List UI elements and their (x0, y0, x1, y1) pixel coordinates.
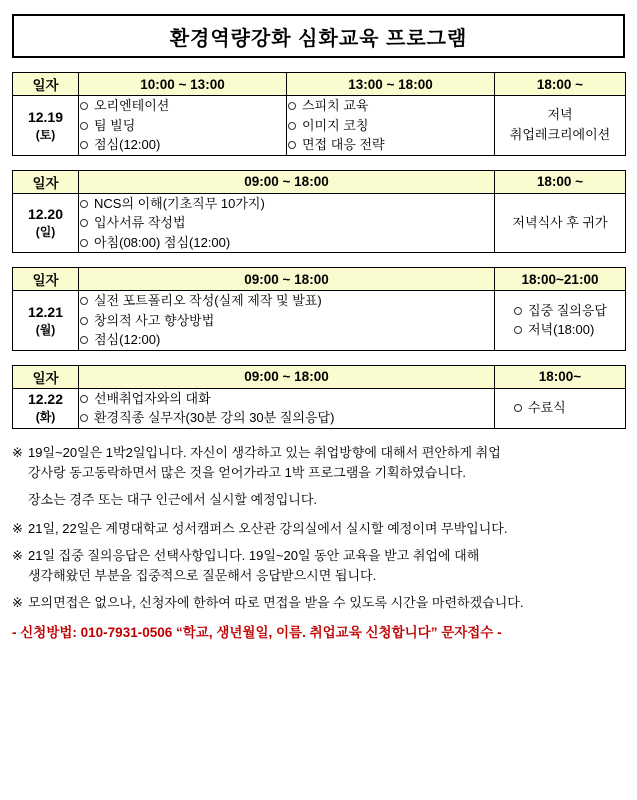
evening-line-1: 저녁 (547, 107, 573, 123)
table-header-row (13, 365, 626, 388)
list-item: 아침(08:00) 점심(12:00) (79, 233, 494, 253)
date-cell (13, 388, 79, 428)
list-item: 이미지 코칭 (287, 116, 494, 136)
list-item: 선배취업자와의 대화 (79, 389, 494, 409)
list-item: 창의적 사고 향상방법 (79, 311, 494, 331)
note-line: 21일 집중 질의응답은 선택사항입니다. 19일~20일 동안 교육을 받고 취업에 대해 (28, 548, 480, 564)
header-slot-3: 18:00 ~ (495, 73, 626, 96)
date-value: 12.22 (27, 391, 64, 408)
schedule-table-1219 (12, 72, 626, 156)
day-of-week: (화) (35, 410, 56, 425)
note-line: 생각해왔던 부분을 집중적으로 질문해서 응답받으시면 됩니다. (28, 568, 377, 584)
application-contact: - 신청방법: 010-7931-0506 “학교, 생년월일, 이름. 취업교육 신청합니다” 문자접수 - (12, 625, 502, 641)
header-date: 일자 (13, 170, 79, 193)
note-body (28, 519, 625, 539)
table-row (13, 96, 626, 156)
note-mark-icon: ※ (12, 595, 23, 611)
header-slot-1: 10:00 ~ 13:00 (79, 73, 287, 96)
list-item: 수료식 (513, 398, 625, 418)
list-item: 점심(12:00) (79, 135, 286, 155)
page-title-text: 환경역량강화 심화교육 프로그램 (169, 27, 468, 50)
session-list-day (79, 291, 495, 351)
schedule-table-1220 (12, 170, 626, 254)
note-body (28, 546, 625, 586)
note-body (28, 443, 625, 483)
table-header-row (13, 73, 626, 96)
header-slot-2: 18:00 ~ (495, 170, 626, 193)
list-item: 점심(12:00) (79, 330, 494, 350)
date-cell (13, 96, 79, 156)
page-title (12, 14, 625, 58)
list-item: 환경직종 실무자(30분 강의 30분 질의응답) (79, 408, 494, 428)
header-slot-1: 09:00 ~ 18:00 (79, 170, 495, 193)
evening-line-1: 저녁식사 후 귀가 (512, 214, 608, 230)
note-mark-icon: ※ (12, 548, 23, 564)
note-line: 21일, 22일은 계명대학교 성서캠퍼스 오산관 강의실에서 실시할 예정이며 무박입니다. (28, 520, 508, 536)
day-of-week: (월) (35, 322, 56, 337)
note-item (12, 546, 625, 586)
session-list-evening (495, 291, 626, 351)
note-line: 모의면접은 없으나, 신청자에 한하여 따로 면접을 받을 수 있도록 시간을 마련하겠습니다. (28, 595, 524, 611)
header-slot-1: 09:00 ~ 18:00 (79, 268, 495, 291)
list-item: 실전 포트폴리오 작성(실제 제작 및 발표) (79, 291, 494, 311)
session-evening (495, 193, 626, 253)
header-slot-2: 18:00~21:00 (495, 268, 626, 291)
header-date: 일자 (13, 73, 79, 96)
header-slot-2: 13:00 ~ 18:00 (287, 73, 495, 96)
header-slot-2: 18:00~ (495, 365, 626, 388)
list-item: 스피치 교육 (287, 96, 494, 116)
date-value: 12.20 (27, 206, 64, 223)
note-item (12, 519, 625, 539)
table-row (13, 193, 626, 253)
header-date: 일자 (13, 365, 79, 388)
schedule-table-1221 (12, 267, 626, 351)
list-item: 입사서류 작성법 (79, 213, 494, 233)
list-item: 집중 질의응답 (513, 301, 625, 321)
table-header-row (13, 170, 626, 193)
table-row (13, 388, 626, 428)
note-line: 강사랑 동고동락하면서 많은 것을 얻어가라고 1박 프로그램을 기획하였습니다. (28, 464, 466, 480)
day-of-week: (토) (35, 127, 56, 142)
table-row (13, 291, 626, 351)
list-item: NCS의 이해(기초직무 10가지) (79, 194, 494, 214)
header-date: 일자 (13, 268, 79, 291)
notes-section (12, 443, 625, 645)
note-mark-icon: ※ (12, 444, 23, 460)
note-sub-line: 장소는 경주 또는 대구 인근에서 실시할 예정입니다. (28, 491, 318, 507)
date-cell (13, 291, 79, 351)
session-list-day (79, 388, 495, 428)
schedule-table-1222 (12, 365, 626, 429)
session-list-evening (495, 388, 626, 428)
session-evening (495, 96, 626, 156)
list-item: 오리엔테이션 (79, 96, 286, 116)
date-value: 12.19 (27, 108, 64, 125)
session-list-afternoon (287, 96, 495, 156)
note-body (28, 593, 625, 613)
day-of-week: (일) (35, 225, 56, 240)
list-item: 팀 빌딩 (79, 116, 286, 136)
list-item: 저녁(18:00) (513, 320, 625, 340)
header-slot-1: 09:00 ~ 18:00 (79, 365, 495, 388)
session-list-morning (79, 96, 287, 156)
session-list-day (79, 193, 495, 253)
note-mark-icon: ※ (12, 520, 23, 536)
note-item (12, 443, 625, 483)
date-cell (13, 193, 79, 253)
note-line: 19일~20일은 1박2일입니다. 자신이 생각하고 있는 취업방향에 대해서 편안하게 취업 (28, 444, 501, 460)
table-header-row (13, 268, 626, 291)
list-item: 면접 대응 전략 (287, 135, 494, 155)
evening-line-2: 취업레크리에이션 (509, 127, 611, 143)
note-item (12, 593, 625, 613)
date-value: 12.21 (27, 303, 64, 320)
